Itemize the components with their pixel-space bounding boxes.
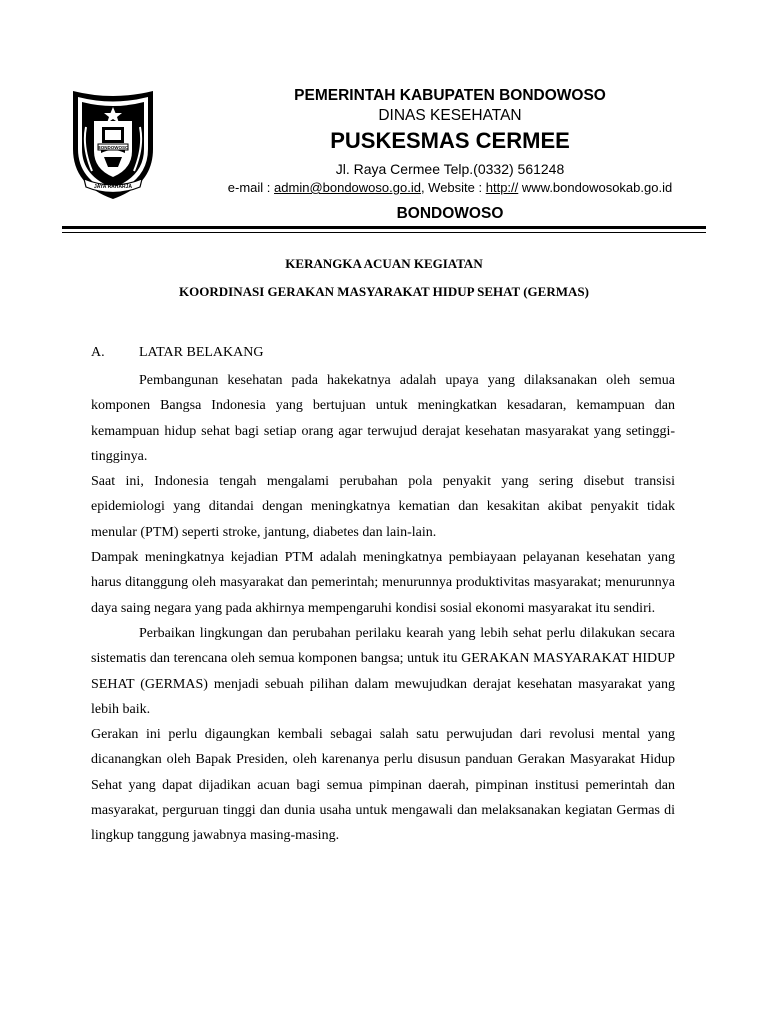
letterhead-department: DINAS KESEHATAN <box>378 107 522 124</box>
document-subtitle: KOORDINASI GERAKAN MASYARAKAT HIDUP SEHAT (GERMAS) <box>179 284 589 299</box>
letterhead-institution: PUSKESMAS CERMEE <box>330 128 570 153</box>
section-title: LATAR BELAKANG <box>139 345 264 360</box>
paragraph: Pembangunan kesehatan pada hakekatnya adalah upaya yang dilaksanakan oleh semua komponen Bangsa Indonesia yang bertujuan untuk meningkatkan kesadaran, kemampuan dan kemampuan hidup sehat bagi setiap orang agar terwujud derajat kesehatan masyarakat yang setinggi-tingginya. <box>91 373 675 464</box>
email-link[interactable]: admin@bondowoso.go.id <box>274 180 421 195</box>
section-number: A. <box>91 345 105 360</box>
website-link-prefix[interactable]: http:// <box>485 180 519 195</box>
website-link[interactable]: www.bondowosokab.go.id <box>518 180 673 195</box>
document-body <box>91 368 675 849</box>
logo-text-bottom: JAYA RAHARJA <box>93 184 133 190</box>
email-label: e-mail : <box>227 180 275 195</box>
letterhead-city: BONDOWOSO <box>396 205 504 222</box>
document-title: KERANGKA ACUAN KEGIATAN <box>285 256 483 271</box>
letterhead-contact <box>180 179 720 197</box>
logo-text-top: BONDOWOSO <box>97 145 129 150</box>
letterhead-divider-thick <box>62 226 706 229</box>
letterhead-government: PEMERINTAH KABUPATEN BONDOWOSO <box>294 87 606 104</box>
paragraph: Saat ini, Indonesia tengah mengalami perubahan pola penyakit yang sering disebut transisi epidemiologi yang ditandai dengan meningkatnya kematian dan kesakitan akibat penyakit tidak menular (PTM) seperti stroke, jantung, diabetes dan lain-lain. <box>91 474 675 540</box>
paragraph: Perbaikan lingkungan dan perubahan perilaku kearah yang lebih sehat perlu dilakukan secara sistematis dan terencana oleh semua komponen bangsa; untuk itu GERAKAN MASYARAKAT HIDUP SEHAT (GERMAS) menjadi sebuah pilihan dalam mewujudkan derajat kesehatan masyarakat yang lebih baik. <box>91 625 675 717</box>
paragraph: Dampak meningkatnya kejadian PTM adalah meningkatnya pembiayaan pelayanan kesehatan yang harus ditanggung oleh masyarakat dan pemerintah; menurunnya produktivitas masyarakat; menurunnya daya saing negara yang pada akhirnya mempengaruhi kondisi sosial ekonomi masyarakat itu sendiri. <box>91 550 675 616</box>
letterhead <box>180 86 720 225</box>
letterhead-divider-thin <box>62 232 706 233</box>
website-label: , Website : <box>420 180 486 195</box>
letterhead-address: Jl. Raya Cermee Telp.(0332) 561248 <box>335 161 565 177</box>
bondowoso-coat-of-arms-logo <box>68 87 158 203</box>
paragraph: Gerakan ini perlu digaungkan kembali sebagai salah satu perwujudan dari revolusi mental yang dicanangkan oleh Bapak Presiden, oleh karenanya perlu disusun panduan Gerakan Masyarakat Hidup Sehat yang dapat dijadikan acuan bagi semua pimpinan daerah, pimpinan institusi pemerintah dan masyarakat, perguruan tinggi dan dunia usaha untuk mengawali dan melaksanakan kegiatan Germas di lingkup tanggung jawabnya masing-masing. <box>91 727 675 844</box>
section-heading <box>91 345 263 361</box>
